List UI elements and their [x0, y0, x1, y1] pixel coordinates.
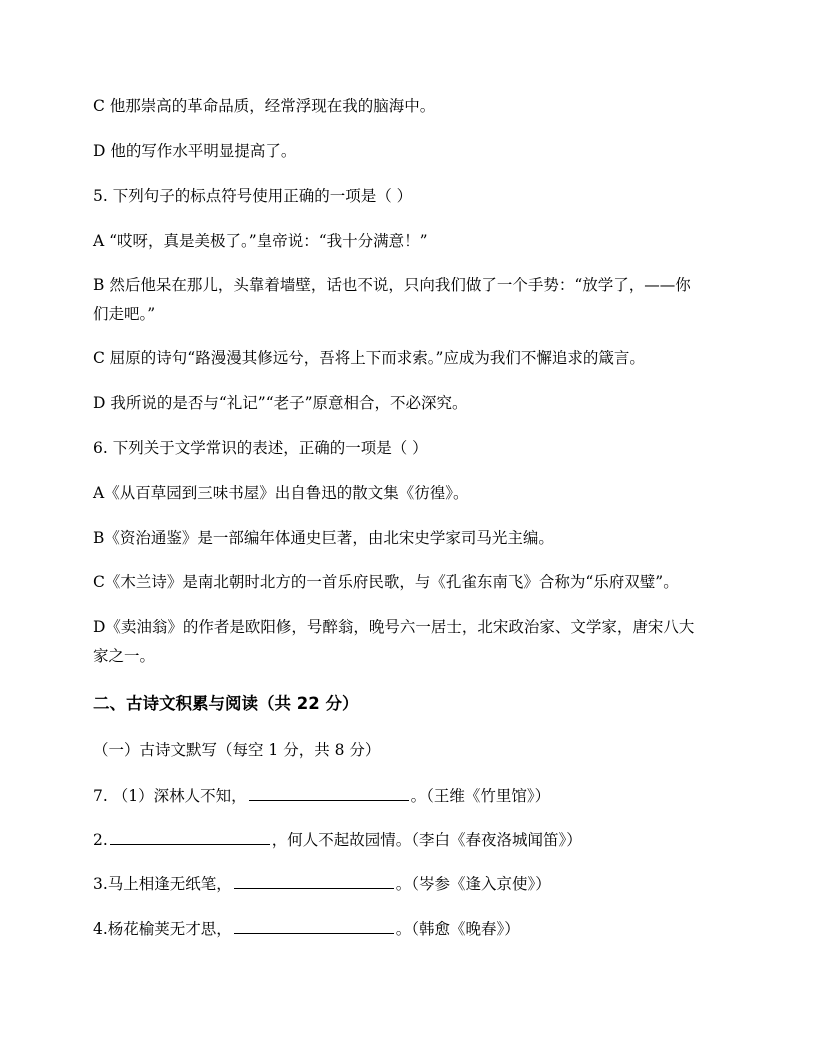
fill-3-suffix: 。（岑参《逢入京使》）	[395, 875, 551, 893]
fill-4-suffix: 。（韩愈《晚春》）	[395, 920, 520, 938]
fill-question-2	[93, 830, 733, 850]
option-5c: C 屈原的诗句“路漫漫其修远兮，吾将上下而求索。”应成为我们不懈追求的箴言。	[93, 349, 645, 367]
fill-2-suffix: ，何人不起故园情。（李白《春夜洛城闻笛》）	[271, 831, 582, 849]
fill-3-prefix: 3.马上相逢无纸笔，	[93, 875, 232, 893]
fill-4-prefix: 4.杨花榆荚无才思，	[93, 920, 232, 938]
option-4d: D 他的写作水平明显提高了。	[93, 142, 297, 160]
answer-blank-2[interactable]	[110, 830, 270, 845]
question-5: 5. 下列句子的标点符号使用正确的一项是（ ）	[93, 187, 413, 205]
answer-blank-3[interactable]	[234, 874, 394, 889]
option-6d-line1: D《卖油翁》的作者是欧阳修，号醉翁，晚号六一居士，北宋政治家、文学家，唐宋八大	[93, 618, 695, 636]
fill-7-suffix: 。（王维《竹里馆》）	[410, 787, 551, 805]
section-heading: 二、古诗文积累与阅读（共 22 分）	[93, 694, 359, 713]
option-6c: C《木兰诗》是南北朝时北方的一首乐府民歌，与《孔雀东南飞》合称为“乐府双璧”。	[93, 573, 679, 591]
fill-question-7	[93, 786, 733, 806]
option-5a: A “哎呀，真是美极了。”皇帝说：“我十分满意！”	[93, 232, 428, 250]
option-5b-line2: 们走吧。”	[93, 305, 156, 323]
fill-7-prefix: 7. （1）深林人不知，	[93, 787, 247, 805]
question-6: 6. 下列关于文学常识的表述，正确的一项是（ ）	[93, 439, 428, 457]
fill-question-4	[93, 919, 733, 939]
option-6b: B《资治通鉴》是一部编年体通史巨著，由北宋史学家司马光主编。	[93, 529, 554, 547]
option-5d: D 我所说的是否与“礼记”“老子”原意相合，不必深究。	[93, 394, 468, 412]
fill-2-prefix: 2.	[93, 831, 108, 849]
option-4c: C 他那崇高的革命品质，经常浮现在我的脑海中。	[93, 97, 436, 115]
answer-blank-4[interactable]	[234, 919, 394, 934]
subsection-heading: （一）古诗文默写（每空 1 分，共 8 分）	[93, 741, 381, 759]
option-6d-line2: 家之一。	[93, 647, 156, 665]
fill-question-3	[93, 874, 733, 894]
option-5b-line1: B 然后他呆在那儿，头靠着墙壁，话也不说，只向我们做了一个手势：“放学了，——你	[93, 276, 691, 294]
answer-blank-1[interactable]	[249, 786, 409, 801]
option-6a: A《从百草园到三味书屋》出自鲁迅的散文集《彷徨》。	[93, 484, 469, 502]
